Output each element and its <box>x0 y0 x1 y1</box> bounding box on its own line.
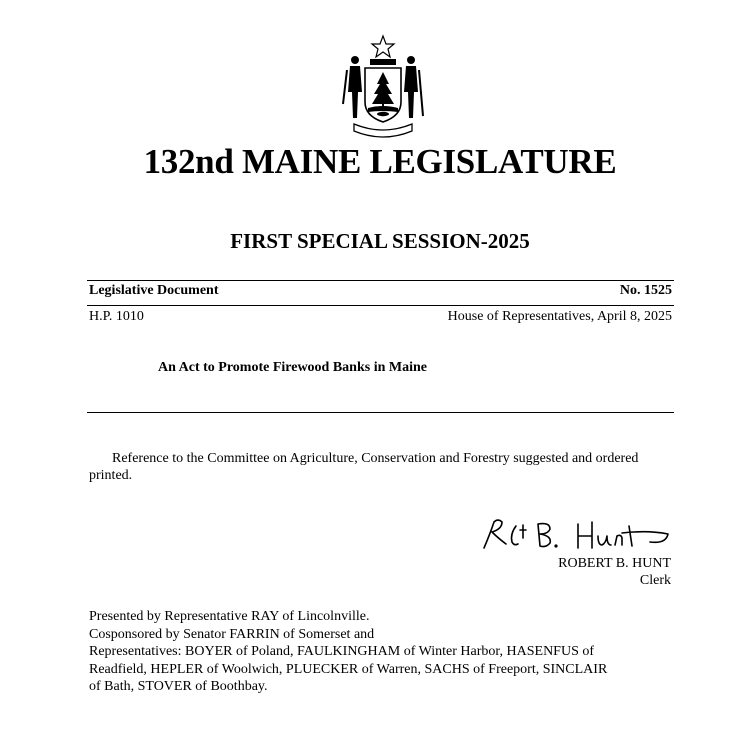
legislative-document-label: Legislative Document <box>89 283 219 298</box>
document-number: No. 1525 <box>619 283 672 298</box>
clerk-title: Clerk <box>639 573 671 588</box>
clerk-name: ROBERT B. HUNT <box>558 556 671 571</box>
document-info-row <box>89 309 672 325</box>
seal-motto-banner <box>370 59 396 65</box>
sponsors-block <box>89 608 679 696</box>
legislature-title: 132nd MAINE LEGISLATURE <box>143 142 617 181</box>
top-rule <box>87 280 674 281</box>
seal-seaman <box>407 56 415 64</box>
presented-by: Presented by Representative RAY of Lincolnville. <box>89 609 370 624</box>
seal-star <box>372 36 394 57</box>
clerk-signature <box>480 516 672 556</box>
mid-rule <box>87 305 674 306</box>
representatives-line: of Bath, STOVER of Boothbay. <box>89 679 268 694</box>
seal-moose <box>377 112 389 116</box>
cosponsored-by: Cosponsored by Senator FARRIN of Somerset and <box>89 626 375 642</box>
representatives-line: Representatives: BOYER of Poland, FAULKINGHAM of Winter Harbor, HASENFUS of <box>89 644 595 659</box>
chamber-date: House of Representatives, April 8, 2025 <box>447 309 672 324</box>
committee-reference: Reference to the Committee on Agriculture, Conservation and Forestry suggested and ordered printed. <box>89 451 639 483</box>
act-title: An Act to Promote Firewood Banks in Maine <box>158 360 427 375</box>
document-label-row <box>89 283 672 299</box>
session-title: FIRST SPECIAL SESSION-2025 <box>230 229 530 253</box>
maine-state-seal-icon <box>340 32 426 140</box>
seal-farmer <box>351 56 359 64</box>
bottom-rule <box>87 412 674 413</box>
hp-number: H.P. 1010 <box>89 309 144 324</box>
representatives-line: Readfield, HEPLER of Woolwich, PLUECKER of Warren, SACHS of Freeport, SINCLAIR <box>89 661 608 677</box>
seal-banner <box>354 124 412 137</box>
